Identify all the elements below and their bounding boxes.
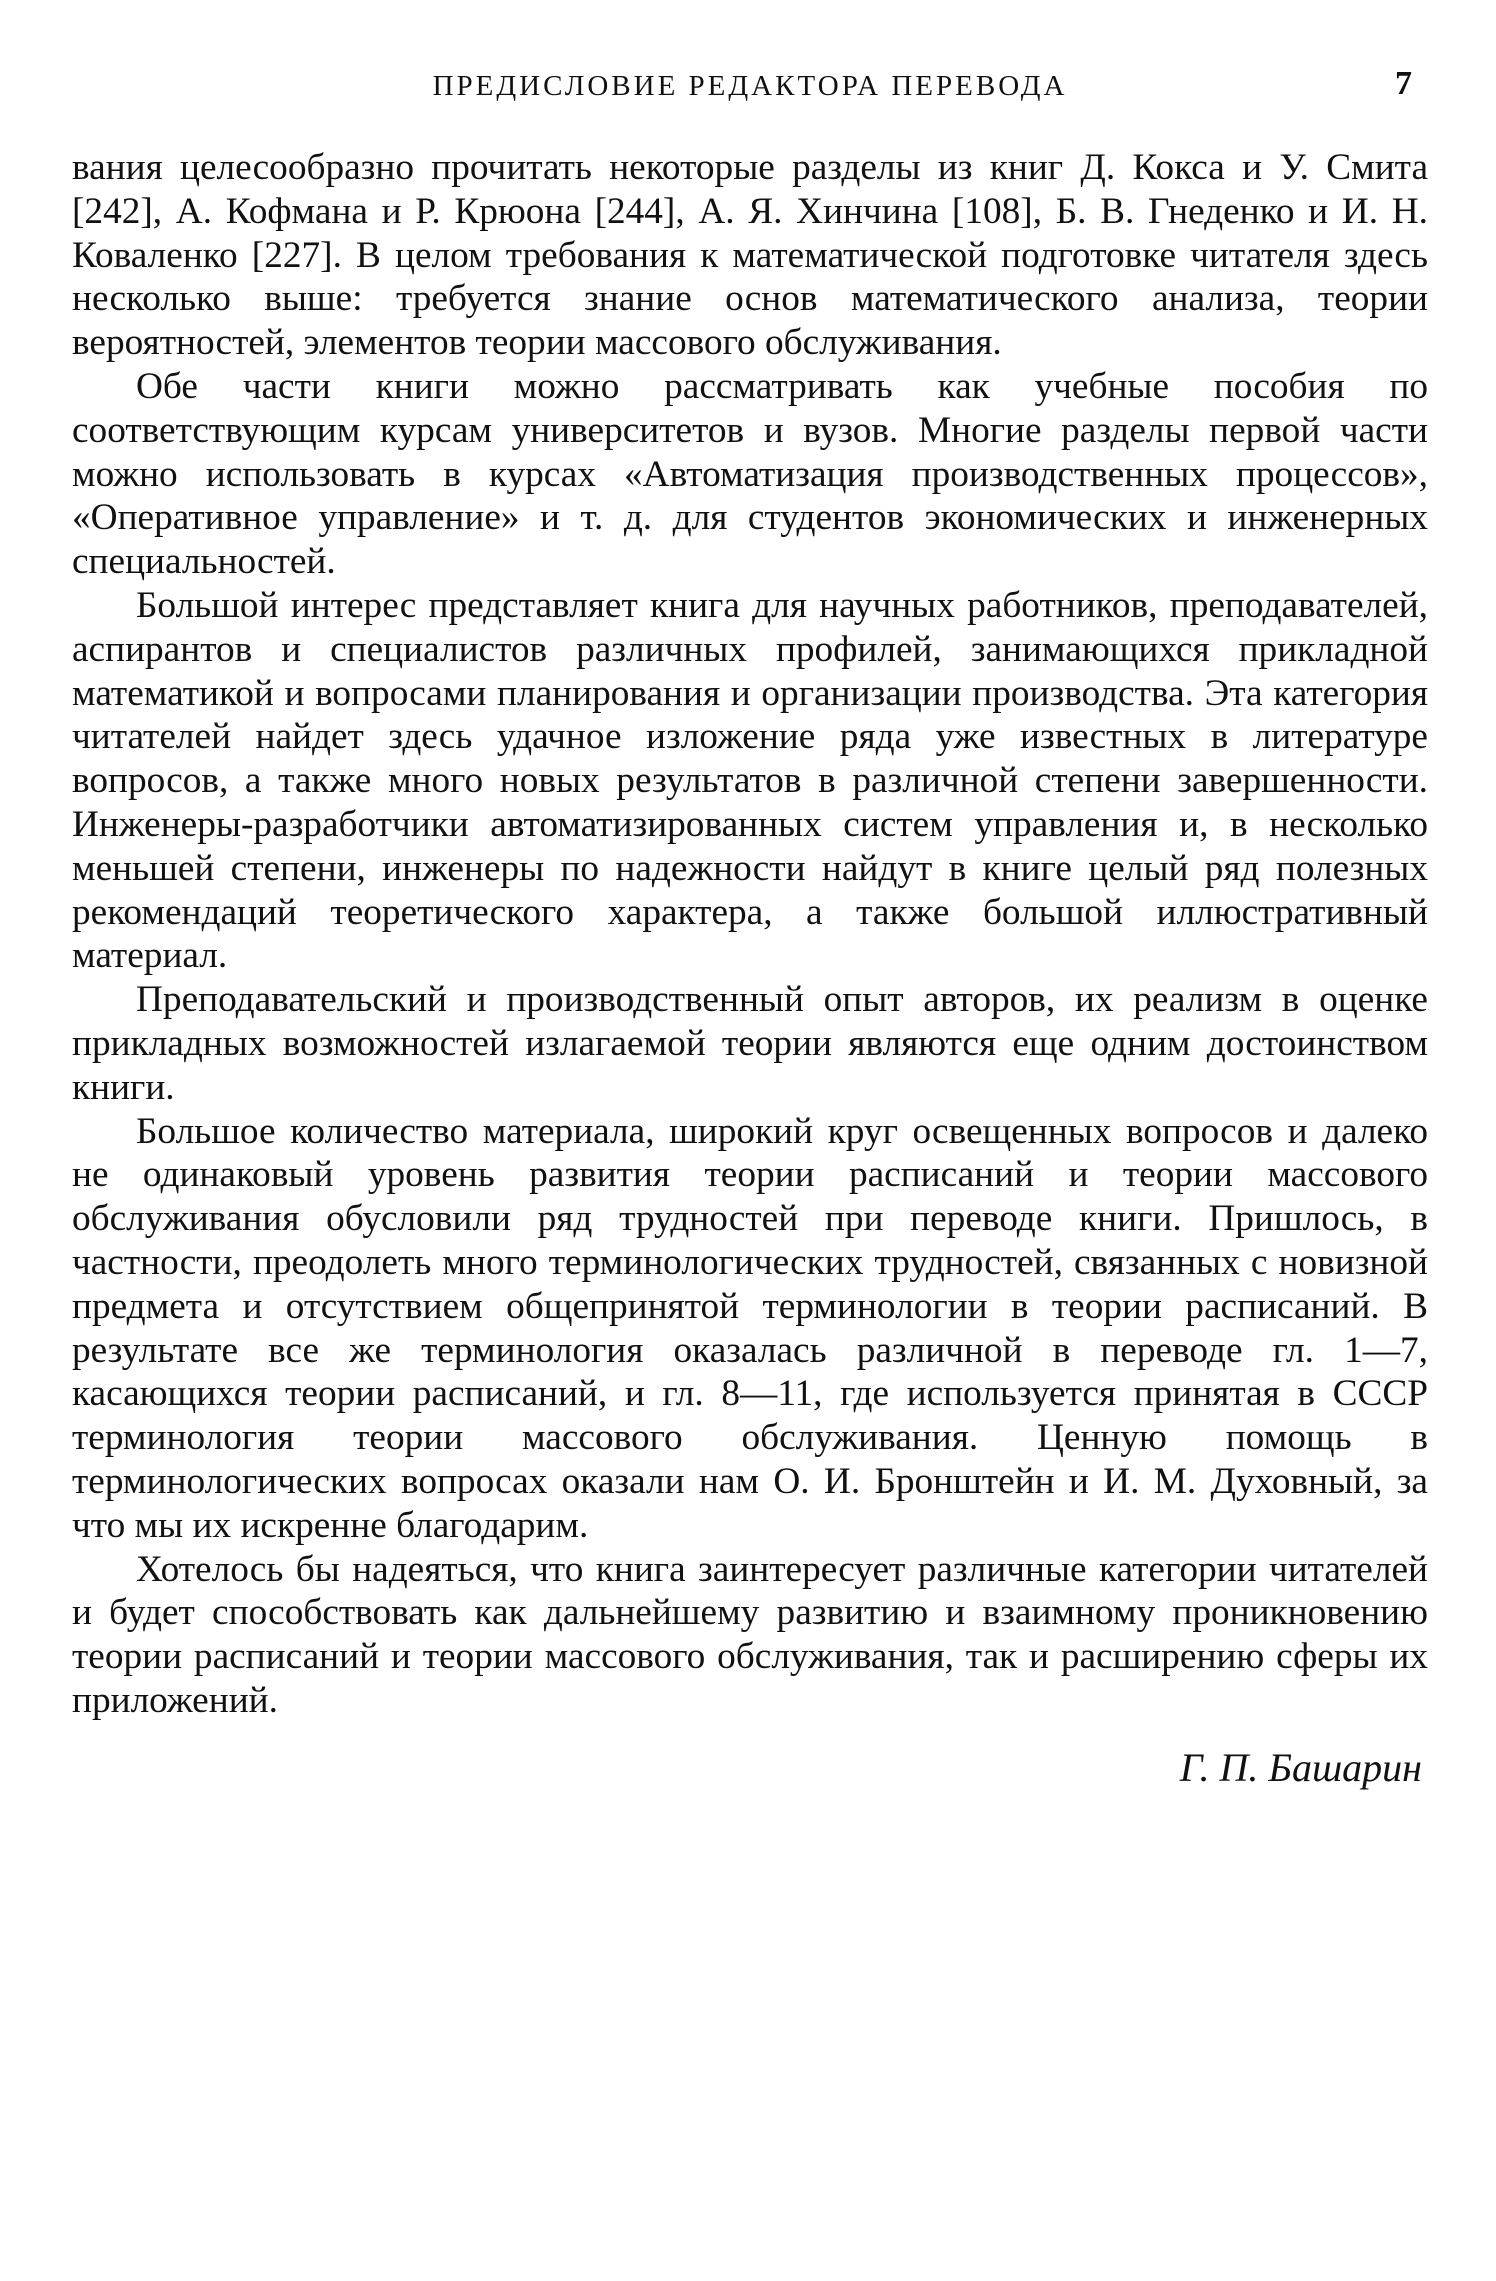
paragraph-translation-notes: Большое количество материала, широкий круг освещенных вопросов и далеко не одинаковый уровень развития теории расписаний и теории массового обслуживания обусловили ряд трудностей при переводе книги. Пришлось, в частности, преодолеть много терминологических трудностей, связанных с новизной предмета и отсутствием общепринятой терминологии в теории расписаний. В результате все же терминология оказалась различной в переводе гл. 1—7, касающихся теории расписаний, и гл. 8—11, где используется принятая в СССР терминология теории массового обслуживания. Ценную помощь в терминологических вопросах оказали нам О. И. Бронштейн и И. М. Духовный, за что мы их искренне благодарим. xyxy=(72,1110,1428,1546)
paragraph-continuation: вания целесообразно прочитать некоторые разделы из книг Д. Кокса и У. Смита [242], А. Кофмана и Р. Крюона [244], А. Я. Хинчина [108], Б. В. Гнеденко и И. Н. Коваленко [227]. В целом требования к математической подготовке читателя здесь несколько выше: требуется знание основ математического анализа, теории вероятностей, элементов теории массового обслуживания. xyxy=(72,147,1428,364)
running-title: ПРЕДИСЛОВИЕ РЕДАКТОРА ПЕРЕВОДА xyxy=(432,70,1068,102)
paragraph-audience: Большой интерес представляет книга для научных работников, преподавателей, аспирантов и специалистов различных профилей, занимающихся прикладной математикой и вопросами планирования и организации производства. Эта категория читателей найдет здесь удачное изложение ряда уже известных в литературе вопросов, а также много новых результатов в различной степени завершенности. Инженеры-разработчики автоматизированных систем управления и, в несколько меньшей степени, инженеры по надежности найдут в книге целый ряд полезных рекомендаций теоретического характера, а также большой иллюстративный материал. xyxy=(72,584,1428,977)
paragraph-textbook-use: Обе части книги можно рассматривать как учебные пособия по соответствующим курсам университетов и вузов. Многие разделы первой части можно использовать в курсах «Автоматизация производственных процессов», «Оперативное управление» и т. д. для студентов экономических и инженерных специальностей. xyxy=(72,365,1428,583)
running-head xyxy=(72,64,1428,124)
paragraph-authors-merit: Преподавательский и производственный опыт авторов, их реализм в оценке прикладных возможностей излагаемой теории являются еще одним достоинством книги. xyxy=(72,979,1428,1108)
book-page xyxy=(72,64,1428,1791)
editor-signature: Г. П. Башарин xyxy=(1179,1744,1422,1790)
paragraph-closing-wish: Хотелось бы надеяться, что книга заинтересует различные категории читателей и будет способствовать как дальнейшему развитию и взаимному проникновению теории расписаний и теории массового обслуживания, так и расширению сферы их приложений. xyxy=(72,1548,1428,1721)
page-number: 7 xyxy=(1395,65,1412,102)
